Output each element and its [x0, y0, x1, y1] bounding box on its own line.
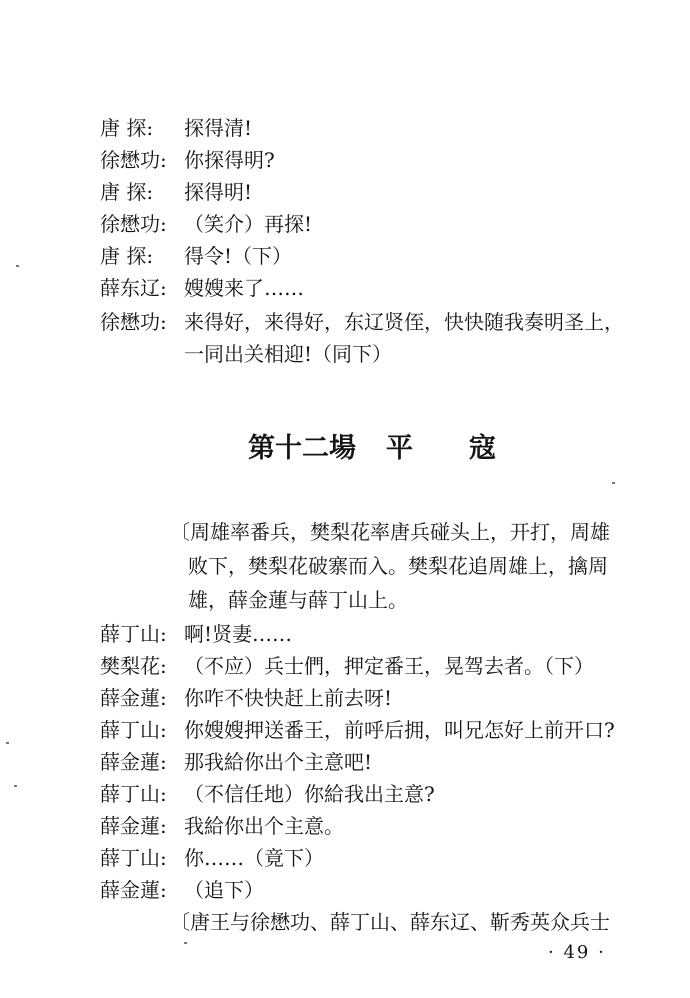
dialogue-line	[100, 208, 312, 240]
speech-text: （追下）	[184, 878, 264, 902]
speech-text: （不信任地）你給我出主意?	[184, 782, 435, 806]
speaker-name: 薛丁山:	[100, 782, 167, 806]
speech-text: 探得清!	[184, 116, 253, 140]
speaker-name: 薛金蓮:	[100, 750, 167, 774]
dialogue-line	[100, 240, 292, 272]
speaker-name: 徐懋功:	[100, 310, 167, 334]
scene-title-part-a: 平	[386, 433, 413, 464]
scene-heading	[248, 426, 496, 465]
speaker-name: 薛金蓮:	[100, 686, 167, 710]
speech-text: 啊!贤妻……	[184, 622, 293, 646]
dialogue-line	[100, 650, 594, 682]
speech-text: （不应）兵士們，押定番王，晃驾去者。（下）	[184, 654, 594, 678]
dialogue-line	[100, 714, 615, 746]
scene-number: 第十二場	[248, 433, 356, 464]
speech-text: 得令!（下）	[184, 244, 293, 268]
speech-text: 探得明!	[184, 180, 253, 204]
dialogue-line	[100, 778, 435, 810]
dialogue-line	[100, 618, 292, 650]
page-number: · 49 ·	[548, 942, 606, 963]
scan-speck	[16, 265, 19, 267]
scan-speck	[612, 482, 615, 484]
speech-text: 你嫂嫂押送番王，前呼后拥，叫兄怎好上前开口?	[184, 718, 615, 742]
speech-continuation: 一同出关相迎!（同下）	[184, 342, 393, 366]
dialogue-line	[100, 112, 252, 144]
speaker-name: 薛金蓮:	[100, 814, 167, 838]
stage-direction-line: 〔唐王与徐懋功、薛丁山、薛东辽、靳秀英众兵士	[170, 910, 610, 934]
speaker-name: 徐懋功:	[100, 148, 167, 172]
dialogue-line	[100, 842, 324, 874]
speaker-name: 薛丁山:	[100, 846, 167, 870]
stage-direction-line: 雄，薛金蓮与薛丁山上。	[188, 588, 408, 612]
speaker-name: 唐 探:	[100, 244, 154, 268]
dialogue-line	[100, 272, 304, 304]
speaker-name: 樊梨花:	[100, 654, 167, 678]
scan-speck	[6, 742, 9, 744]
speech-text: 那我給你出个主意吧!	[184, 750, 373, 774]
speaker-name: 唐 探:	[100, 180, 154, 204]
speech-text: 你探得明?	[184, 148, 275, 172]
dialogue-line	[100, 746, 372, 778]
speaker-name: 薛东辽:	[100, 276, 167, 300]
stage-direction-line: 败下，樊梨花破寨而入。樊梨花追周雄上，擒周	[188, 554, 608, 578]
speaker-name: 薛金蓮:	[100, 878, 167, 902]
scan-speck	[184, 942, 187, 944]
speech-text: 我給你出个主意。	[184, 814, 344, 838]
dialogue-line	[100, 874, 264, 906]
speaker-name: 徐懋功:	[100, 212, 167, 236]
speech-text: 嫂嫂来了……	[184, 276, 304, 300]
dialogue-line	[100, 144, 275, 176]
dialogue-line	[100, 176, 252, 208]
dialogue-line	[100, 306, 624, 338]
speaker-name: 唐 探:	[100, 116, 154, 140]
scan-speck	[14, 785, 17, 787]
speech-text: 你……（竟下）	[184, 846, 324, 870]
speech-text: 你咋不快快赶上前去呀!	[184, 686, 393, 710]
scene-title-part-b: 寇	[469, 433, 496, 464]
speaker-name: 薛丁山:	[100, 718, 167, 742]
speech-text: 来得好，来得好，东辽贤侄，快快随我奏明圣上，	[184, 310, 624, 334]
stage-direction-line: 〔周雄率番兵，樊梨花率唐兵碰头上，开打，周雄	[170, 520, 610, 544]
speaker-name: 薛丁山:	[100, 622, 167, 646]
dialogue-line	[100, 810, 344, 842]
dialogue-line	[100, 682, 392, 714]
speech-text: （笑介）再探!	[184, 212, 313, 236]
